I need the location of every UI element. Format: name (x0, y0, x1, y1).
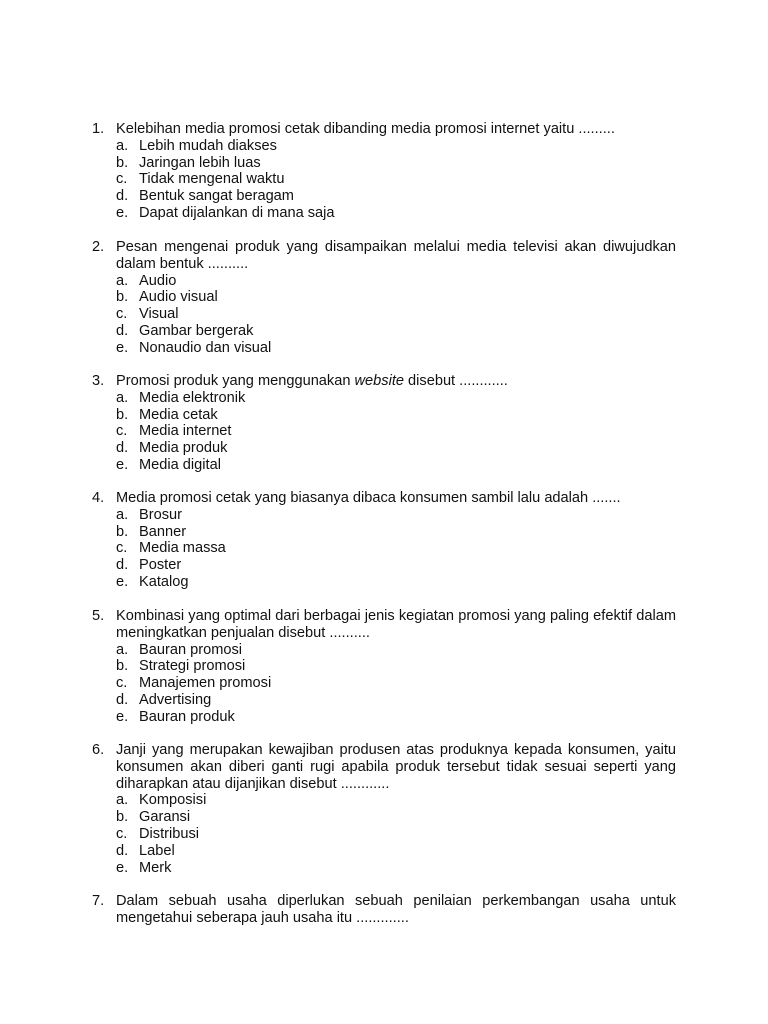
option-text: Brosur (139, 506, 182, 523)
option-e (116, 709, 676, 726)
option-text: Media digital (139, 456, 221, 473)
option-text: Advertising (139, 691, 212, 708)
option-c (116, 306, 676, 323)
question-number: 2. (92, 239, 105, 255)
option-letter: c. (116, 306, 128, 323)
question-number: 3. (92, 373, 105, 389)
option-text: Dapat dijalankan di mana saja (139, 204, 335, 221)
question-4 (92, 490, 676, 591)
option-text: Lebih mudah diakses (139, 137, 277, 154)
question-text: Media promosi cetak yang biasanya dibaca konsumen sambil lalu adalah ....... (116, 490, 621, 506)
option-d (116, 692, 676, 709)
option-letter: b. (116, 406, 129, 423)
option-list (116, 138, 676, 222)
option-list (116, 390, 676, 474)
option-a (116, 792, 676, 809)
option-list (116, 273, 676, 357)
option-text: Audio visual (139, 289, 218, 306)
option-c (116, 826, 676, 843)
option-d (116, 323, 676, 340)
question-text-part: Promosi produk yang menggunakan (116, 373, 355, 389)
question-number: 6. (92, 742, 105, 758)
option-text: Label (139, 842, 175, 859)
option-c (116, 171, 676, 188)
option-letter: b. (116, 523, 129, 540)
option-a (116, 642, 676, 659)
option-list (116, 792, 676, 876)
option-letter: b. (116, 809, 129, 826)
option-b (116, 155, 676, 172)
option-list (116, 642, 676, 726)
option-text: Media elektronik (139, 389, 246, 406)
question-5 (92, 608, 676, 726)
question-text: Dalam sebuah usaha diperlukan sebuah penilaian perkembangan usaha untuk mengetahui seberapa jauh usaha itu ............. (116, 893, 676, 926)
question-text: Kombinasi yang optimal dari berbagai jenis kegiatan promosi yang paling efektif dalam meningkatkan penjualan disebut .......... (116, 608, 676, 641)
option-text: Visual (139, 306, 179, 323)
option-text: Bauran produk (139, 708, 235, 725)
option-b (116, 407, 676, 424)
option-letter: b. (116, 154, 129, 171)
option-text: Manajemen promosi (139, 675, 272, 692)
option-text: Bauran promosi (139, 641, 243, 658)
option-text: Audio (139, 272, 177, 289)
option-e (116, 205, 676, 222)
option-letter: e. (116, 339, 129, 356)
option-d (116, 557, 676, 574)
question-2 (92, 239, 676, 357)
option-text: Komposisi (139, 792, 207, 809)
option-d (116, 188, 676, 205)
option-letter: a. (116, 272, 129, 289)
option-text: Distribusi (139, 825, 200, 842)
question-number: 7. (92, 893, 105, 909)
option-e (116, 860, 676, 877)
option-letter: c. (116, 423, 128, 440)
option-letter: e. (116, 859, 129, 876)
option-list (116, 507, 676, 591)
option-b (116, 289, 676, 306)
option-letter: a. (116, 389, 129, 406)
option-text: Media produk (139, 440, 228, 457)
option-letter: b. (116, 289, 129, 306)
question-3 (92, 373, 676, 474)
option-letter: d. (116, 440, 129, 457)
option-b (116, 809, 676, 826)
option-b (116, 524, 676, 541)
option-letter: d. (116, 842, 129, 859)
option-text: Garansi (139, 809, 191, 826)
question-7 (92, 893, 676, 927)
option-letter: e. (116, 708, 129, 725)
option-letter: c. (116, 675, 128, 692)
question-text-italic: website (354, 373, 404, 389)
option-letter: e. (116, 573, 129, 590)
option-letter: c. (116, 171, 128, 188)
option-c (116, 675, 676, 692)
option-a (116, 390, 676, 407)
option-c (116, 540, 676, 557)
option-a (116, 507, 676, 524)
question-text-part: disebut ............ (404, 373, 508, 389)
option-a (116, 273, 676, 290)
option-e (116, 574, 676, 591)
option-letter: c. (116, 540, 128, 557)
option-text: Katalog (139, 573, 189, 590)
question-number: 1. (92, 121, 105, 137)
option-text: Banner (139, 523, 187, 540)
question-text: Kelebihan media promosi cetak dibanding media promosi internet yaitu ......... (116, 121, 615, 137)
option-text: Poster (139, 557, 182, 574)
option-letter: c. (116, 825, 128, 842)
option-letter: b. (116, 658, 129, 675)
option-e (116, 457, 676, 474)
option-letter: d. (116, 557, 129, 574)
option-d (116, 440, 676, 457)
option-text: Gambar bergerak (139, 322, 254, 339)
option-letter: a. (116, 792, 129, 809)
option-text: Media cetak (139, 406, 218, 423)
option-e (116, 340, 676, 357)
option-text: Bentuk sangat beragam (139, 188, 294, 205)
option-letter: d. (116, 188, 129, 205)
option-letter: d. (116, 322, 129, 339)
option-text: Strategi promosi (139, 658, 246, 675)
option-letter: a. (116, 137, 129, 154)
option-text: Jaringan lebih luas (139, 154, 261, 171)
option-text: Nonaudio dan visual (139, 339, 272, 356)
option-d (116, 843, 676, 860)
option-a (116, 138, 676, 155)
option-c (116, 423, 676, 440)
option-letter: e. (116, 456, 129, 473)
option-text: Tidak mengenal waktu (139, 171, 285, 188)
question-text (116, 373, 676, 390)
question-number: 4. (92, 490, 105, 506)
question-1 (92, 121, 676, 222)
option-text: Media internet (139, 423, 232, 440)
option-letter: d. (116, 691, 129, 708)
option-text: Media massa (139, 540, 226, 557)
question-text: Pesan mengenai produk yang disampaikan melalui media televisi akan diwujudkan dalam bentuk .......... (116, 239, 676, 272)
question-text: Janji yang merupakan kewajiban produsen atas produknya kepada konsumen, yaitu konsumen akan diberi ganti rugi apabila produk tersebut tidak sesuai seperti yang diharapkan atau dijanjikan disebut ............ (116, 742, 676, 792)
option-letter: e. (116, 204, 129, 221)
option-letter: a. (116, 506, 129, 523)
question-6 (92, 742, 676, 876)
question-number: 5. (92, 608, 105, 624)
option-b (116, 658, 676, 675)
option-letter: a. (116, 641, 129, 658)
option-text: Merk (139, 859, 172, 876)
